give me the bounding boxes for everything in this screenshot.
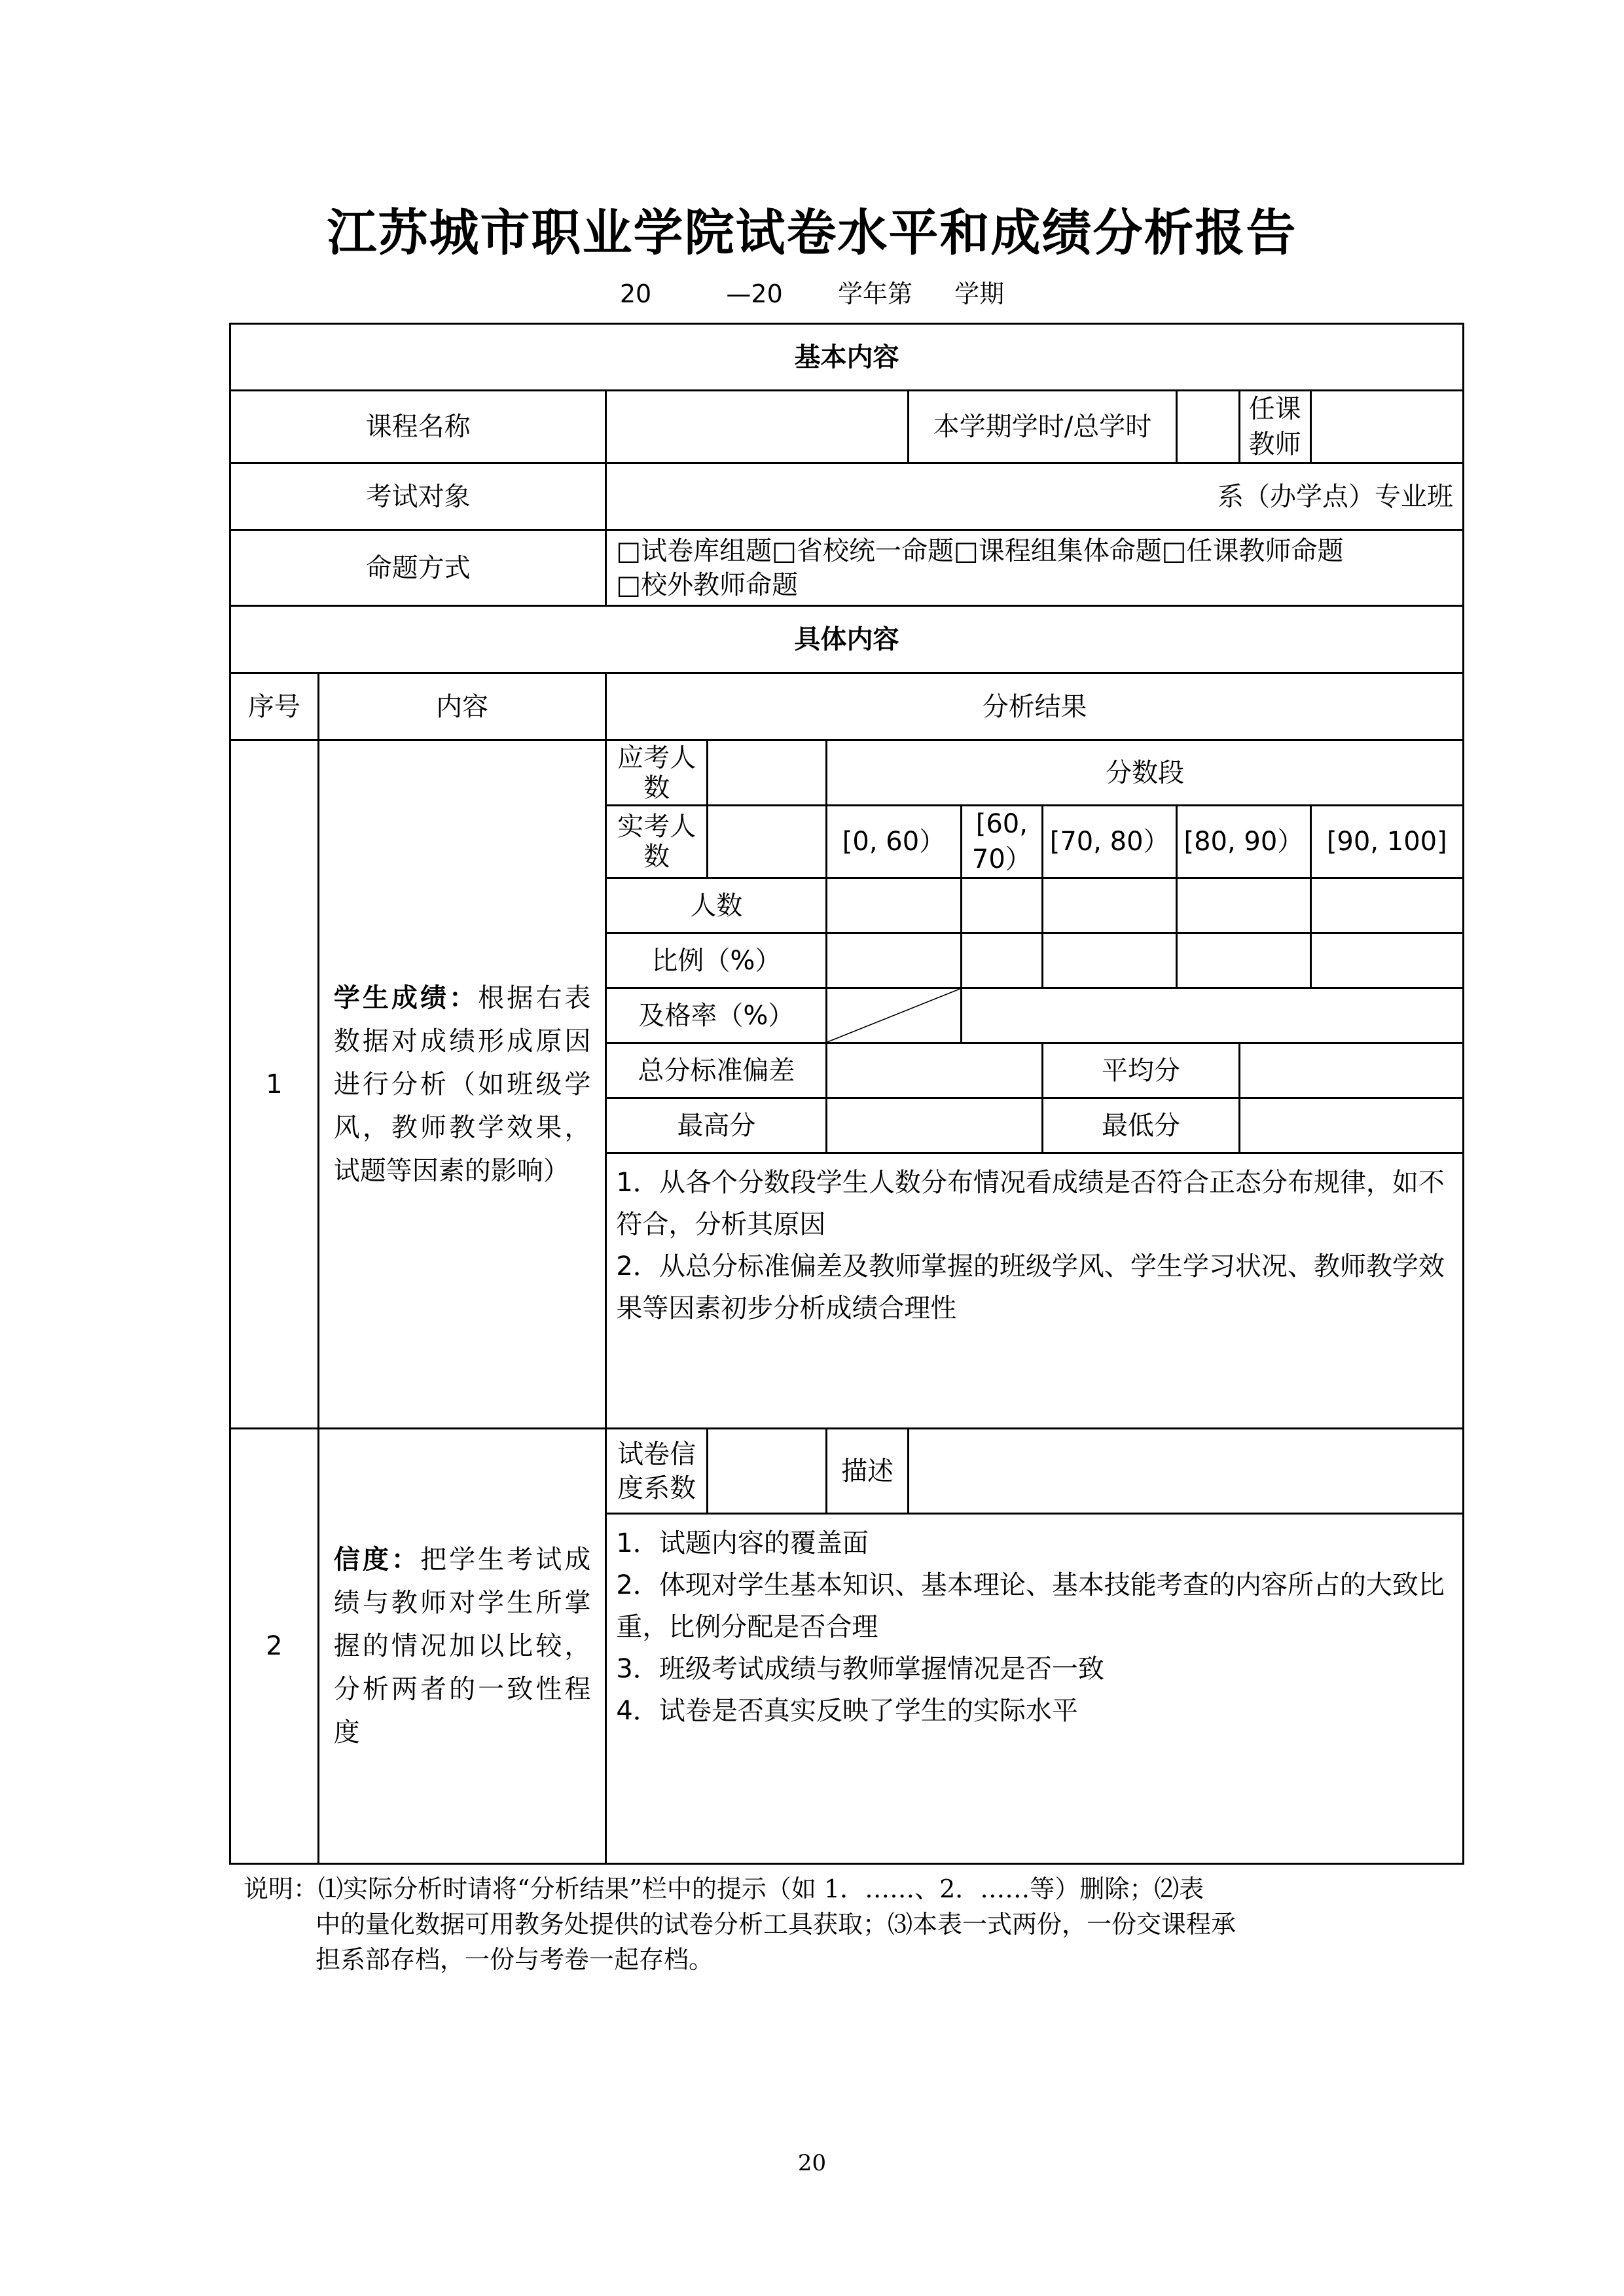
s1-number: 1 [230,740,319,1429]
teacher-value[interactable] [1310,391,1463,463]
col-result-header: 分析结果 [606,673,1464,740]
col-content-header: 内容 [318,673,606,740]
ratio-cell-1[interactable] [827,933,961,988]
actual-count-value[interactable] [707,806,826,878]
year-suffix: 学年第 [837,279,912,308]
teacher-label: 任课教师 [1239,391,1310,463]
s1-expected-row [230,740,1464,806]
diagonal-line [827,989,960,1042]
course-row [230,391,1464,463]
s1-description [318,740,606,1429]
max-value[interactable] [827,1098,1043,1153]
analysis-report-table [229,323,1464,1865]
expected-count-value[interactable] [707,740,826,806]
method-row [230,530,1464,606]
ratio-cell-4[interactable] [1177,933,1310,988]
hours-value[interactable] [1177,391,1239,463]
s1-guide[interactable] [606,1153,1464,1429]
s1-guide-2: 2．从总分标准偏差及教师掌握的班级学风、学生学习状况、教师教学效果等因素初步分析成绩合理性 [616,1251,1445,1323]
range-80-90: [80, 90） [1177,806,1310,878]
column-header-row [230,673,1464,740]
ratio-cell-3[interactable] [1043,933,1177,988]
reliability-label: 试卷信度系数 [606,1429,707,1514]
course-name-value[interactable] [606,391,908,463]
s2-description-bold: 信度： [333,1545,421,1575]
document-title: 江苏城市职业学院试卷水平和成绩分析报告 [327,204,1297,262]
std-value[interactable] [827,1043,1043,1098]
count-cell-2[interactable] [961,878,1042,933]
footnote-line1: 说明：⑴实际分析时请将“分析结果”栏中的提示（如 1．……、2．……等）删除；⑵表 [244,1874,1204,1903]
actual-count-label: 实考人数 [606,806,707,878]
s2-guide-2: 2．体现对学生基本知识、基本理论、基本技能考查的内容所占的大致比重，比例分配是否合理 [616,1570,1445,1642]
avg-label: 平均分 [1043,1043,1240,1098]
academic-term-line [0,274,1624,310]
s2-description [318,1429,606,1864]
pass-rate-diagonal-cell [827,988,961,1043]
method-options-line1: □试卷库组题□省校统一命题□课程组集体命题□任课教师命题 [616,535,1344,566]
footnote-line2: 中的量化数据可用教务处提供的试卷分析工具获取；⑶本表一式两份，一份交课程承 [316,1909,1236,1939]
range-0-60: [0, 60） [827,806,961,878]
ratio-label: 比例（%） [606,933,827,988]
s2-guide[interactable] [606,1514,1464,1864]
describe-value[interactable] [908,1429,1463,1514]
count-cell-3[interactable] [1043,878,1177,933]
expected-count-label: 应考人数 [606,740,707,806]
method-label: 命题方式 [230,530,606,606]
exam-target-row [230,463,1464,530]
footnote [244,1872,1409,1978]
s1-description-text: 根据右表数据对成绩形成原因进行分析（如班级学风，教师教学效果，试题等因素的影响） [333,982,591,1186]
avg-value[interactable] [1239,1043,1463,1098]
ratio-cell-2[interactable] [961,933,1042,988]
year-from: 20 [619,279,652,308]
min-label: 最低分 [1043,1098,1240,1153]
s2-description-text: 把学生考试成绩与教师对学生所掌握的情况加以比较，分析两者的一致性程度 [333,1545,591,1748]
pass-rate-label: 及格率（%） [606,988,827,1043]
detail-header-row [230,606,1464,673]
method-options[interactable] [606,530,1464,606]
pass-rate-value[interactable] [961,988,1463,1043]
page-number: 20 [797,2150,827,2176]
count-cell-4[interactable] [1177,878,1310,933]
range-60-70: [60, 70） [961,806,1042,878]
s1-guide-1: 1．从各个分数段学生人数分布情况看成绩是否符合正态分布规律，如不符合，分析其原因 [616,1168,1445,1240]
score-band-label: 分数段 [827,740,1464,806]
method-options-line2: □校外教师命题 [616,569,799,600]
s2-guide-3: 3．班级考试成绩与教师掌握情况是否一致 [616,1654,1104,1684]
hours-label: 本学期学时/总学时 [908,391,1177,463]
exam-target-label: 考试对象 [230,463,606,530]
range-70-80: [70, 80） [1043,806,1177,878]
count-cell-5[interactable] [1310,878,1463,933]
basic-header: 基本内容 [230,324,1464,391]
reliability-value[interactable] [707,1429,826,1514]
s2-number: 2 [230,1429,319,1864]
max-label: 最高分 [606,1098,827,1153]
min-value[interactable] [1239,1098,1463,1153]
ratio-cell-5[interactable] [1310,933,1463,988]
term-suffix: 学期 [954,279,1005,308]
basic-header-row [230,324,1464,391]
footnote-line3: 担系部存档，一份与考卷一起存档。 [316,1945,714,1974]
count-cell-1[interactable] [827,878,961,933]
detail-header: 具体内容 [230,606,1464,673]
describe-label: 描述 [827,1429,908,1514]
s2-guide-4: 4．试卷是否真实反映了学生的实际水平 [616,1696,1078,1726]
s2-guide-1: 1．试题内容的覆盖面 [616,1528,869,1558]
std-label: 总分标准偏差 [606,1043,827,1098]
exam-target-value[interactable]: 系（办学点）专业班 [606,463,1464,530]
s1-description-bold: 学生成绩： [333,982,478,1013]
s2-reliability-row [230,1429,1464,1514]
range-90-100: [90, 100] [1310,806,1463,878]
course-name-label: 课程名称 [230,391,606,463]
count-label: 人数 [606,878,827,933]
year-to: —20 [726,279,783,308]
col-no-header: 序号 [230,673,319,740]
